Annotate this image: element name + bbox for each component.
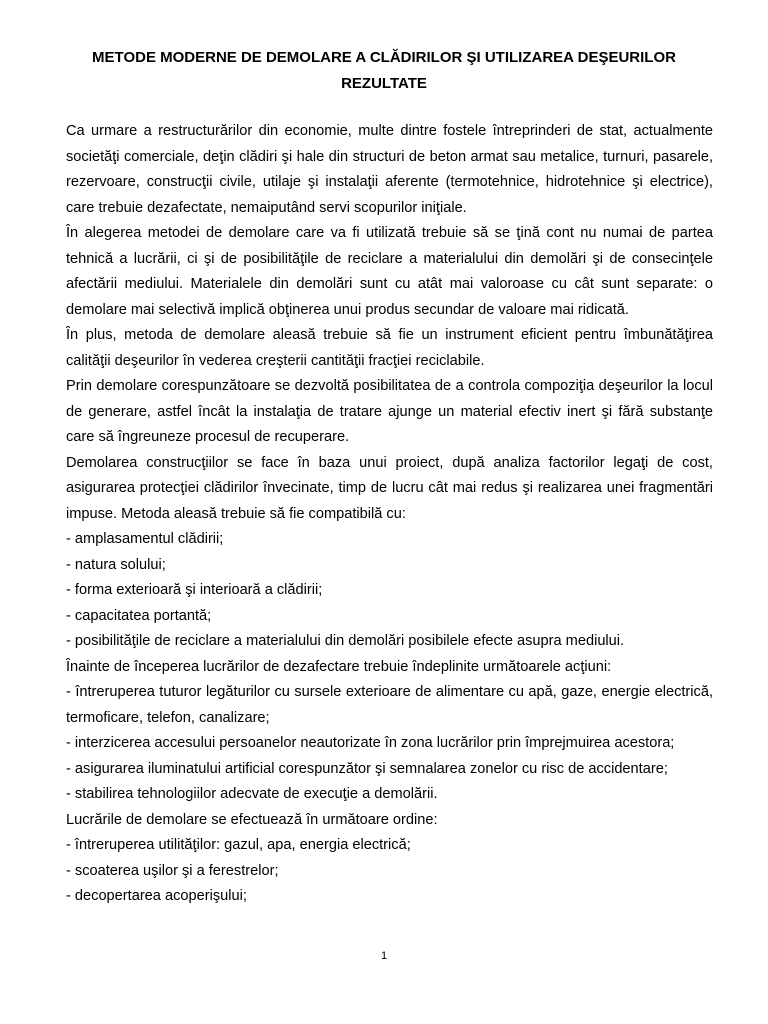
document-title: METODE MODERNE DE DEMOLARE A CLĂDIRILOR ŞI UTILIZAREA DEŞEURILOR REZULTATE	[92, 49, 676, 92]
list-item: - capacitatea portantă;	[66, 607, 212, 624]
document-body	[66, 119, 713, 910]
list-item: - stabilirea tehnologiilor adecvate de execuţie a demolării.	[66, 786, 438, 802]
paragraph-prerequisites: Înainte de începerea lucrărilor de dezafectare trebuie îndeplinite următoarele acţiuni:	[66, 658, 612, 675]
list-item: - forma exterioară şi interioară a clădirii;	[66, 582, 323, 598]
list-item: - întreruperea utilităţilor: gazul, apa, energia electrică;	[66, 837, 411, 853]
page-number: 1	[380, 950, 388, 962]
list-item: - asigurarea iluminatului artificial corespunzător şi semnalarea zonelor cu risc de accidentare;	[66, 760, 668, 777]
paragraph-proper-demolition: Prin demolare corespunzătoare se dezvoltă posibilitatea de a controla compoziţia deşeurilor la locul de generare, astfel încât la instalaţia de tratare ajunge un material efectiv inert şi fără substanţe care să îngreuneze procesul de recuperare.	[66, 378, 713, 445]
list-item: - scoaterea uşilor şi a ferestrelor;	[66, 862, 279, 879]
paragraph-method-efficiency: În plus, metoda de demolare aleasă trebuie să fie un instrument eficient pentru îmbunătăţirea calităţii deşeurilor în vederea creşterii cantităţii fracţiei reciclabile.	[66, 327, 713, 369]
list-item: - interzicerea accesului persoanelor neautorizate în zona lucrărilor prin împrejmuirea acestora;	[66, 735, 675, 751]
list-item: - decopertarea acoperişului;	[66, 888, 247, 904]
paragraph-method-choice: În alegerea metodei de demolare care va fi utilizată trebuie să se ţină cont nu numai de partea tehnică a lucrării, ci şi de posibilităţile de reciclare a materialului din demolări şi de consecinţele afectării mediului. Materialele din demolări sunt cu atât mai valoroase cu cât sunt separate: o demolare mai selectivă implică obţinerea unui produs secundar de valoare mai ridicată.	[66, 225, 713, 318]
paragraph-order: Lucrările de demolare se efectuează în următoare ordine:	[66, 811, 438, 828]
paragraph-demolition-project: Demolarea construcţiilor se face în baza unui proiect, după analiza factorilor legaţi de cost, asigurarea protecţiei clădirilor învecinate, timp de lucru cât mai redus şi realizarea unei fragmentări impuse. Metoda aleasă trebuie să fie compatibilă cu:	[66, 454, 713, 522]
paragraph-intro: Ca urmare a restructurărilor din economie, multe dintre fostele întreprinderi de stat, actualmente societăţi comerciale, deţin clădiri şi hale din structuri de beton armat sau metalice, turnuri, pasarele, rezervoare, construcţii civile, utilaje şi instalaţii aferente (termotehnice, hidrotehnice şi electrice), care trebuie dezafectate, nemaiputând servi scopurilor iniţiale.	[66, 123, 713, 216]
list-item: - posibilităţile de reciclare a materialului din demolări posibilele efecte asupra mediului.	[66, 633, 625, 649]
list-item: - natura solului;	[66, 556, 166, 573]
list-item: - amplasamentul clădirii;	[66, 531, 224, 547]
list-item: - întreruperea tuturor legăturilor cu sursele exterioare de alimentare cu apă, gaze, energie electrică, termoficare, telefon, canalizare;	[66, 684, 713, 726]
